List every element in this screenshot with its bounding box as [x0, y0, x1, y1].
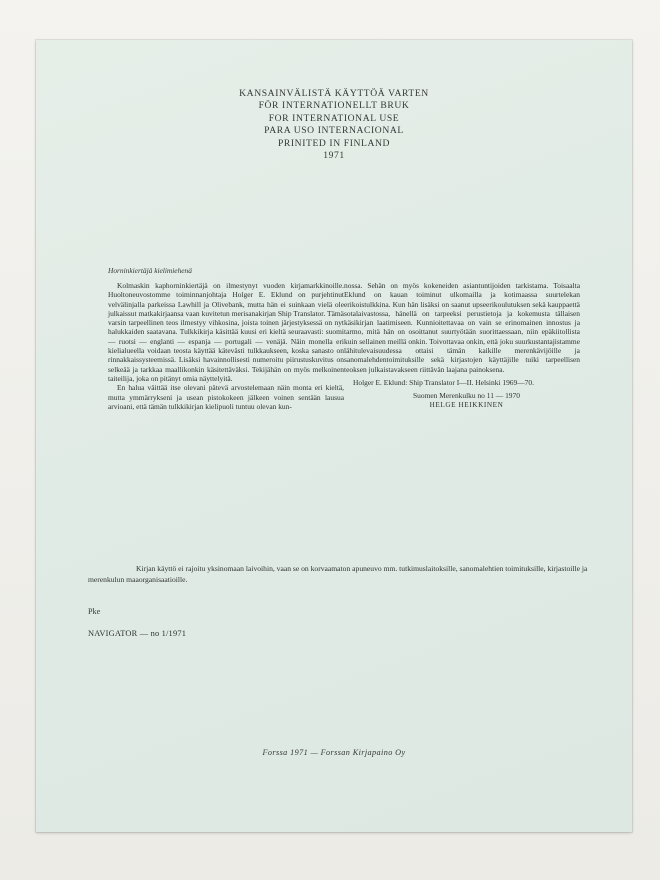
article-paragraph: Kolmaskin kaphorninkiertäjä on ilmestynyt vuoden kirjamarkkinoille. Huoltoneuvostomme toiminnanjohtaja Holger E. Eklund on purjehtinut velvälinjalla parkeissa Lawhill ja Olivebank, mutta hän ei suinkaan vielä ole julkaissut matkakirjaansa vaan kuvitetun merisanakirjan Ship Translator. Tämä varsin tarpeellinen teos ilmestyy vihkosina, joista toinen järjestyksessä on nyt halukkaiden saatavana. Tulkkikirja käsittää kuusi eri kieltä seuraavasti: suomi — ruotsi — englanti — espanja — portugali — venäjä. Näin monella eri kielialueella voidaan teosta käyttää kätevästi tulkkaukseen, koska sanasto on rinnakkaissysteemissä. Lisäksi havainnollisesti numeroitu piirustuskuvitus on selkeää ja tarkkaa maallikonkin käsitettäväksi. Tekijähän on myös melkoinen taiteilija, joka on pitänyt omia näyttelyitä.: [108, 281, 344, 383]
usage-note: [88, 563, 596, 585]
article-paragraph: nossa. Sehän on myös kokeneiden asiantuntijoiden tarkistama. Toisaalta Eklund on kauan toiminut ulkomailla ja kotimaassa suurtelekan erikoistulkkina. Kun hän lisäksi on saanut upseerikoulutuksen sekä kauppaettä sotalaivastossa, hänellä on tarpeeksi perustietoja ja kokemusta tällaisen käsikirjan laatimiseen. Kunnioitettavaa on vain se erinomainen innostus ja tarmo, mitä hän on osoittanut suurtyötään suorittaessaan, niin epäkiitollista kuin sellainen meillä onkin. Toivottavaa onkin, että joku suurkustantajistamme lähitulevaisuudessa ottaisi tämän kaikille merenkävijöille ja sanomalehdentoimituksille sekä kirjastojen käyttäjille tuiki tarpeellisen teoksen julkaistavakseen riittävän laajana painoksena.: [344, 281, 580, 374]
heading-line-printed: PRINITED IN FINLAND: [277, 137, 391, 149]
heading-line-spanish: PARA USO INTERNACIONAL: [264, 125, 404, 137]
printed-leaflet: [36, 40, 632, 832]
printer-footer: Forssa 1971 — Forssan Kirjapaino Oy: [262, 748, 406, 757]
heading-line-swedish: FÖR INTERNATIONELLT BRUK: [258, 100, 410, 112]
signature-abbreviation: Pke: [88, 607, 101, 616]
source-line: Suomen Merenkulku no 11 — 1970: [413, 391, 520, 401]
article-paragraph: En halua väittää itse olevani pätevä arvostelemaan näin monta eri kieltä, mutta ymmärrykseni ja usean pistokokeen jälkeen voinen sentään lausua arvioani, että tämän tulkkikirjan kielipuoli tuntuu olevan kun-: [108, 383, 344, 411]
navigator-reference: NAVIGATOR — no 1/1971: [88, 629, 187, 638]
article-left-column: [108, 281, 344, 411]
article-title: Horninkiertäjä kielimiehenä: [108, 266, 192, 275]
heading-line-english: FOR INTERNATIONAL USE: [268, 112, 400, 124]
heading-line-finnish: KANSAINVÄLISTÄ KÄYTTÖÄ VARTEN: [239, 88, 429, 99]
usage-note-text: Kirjan käyttö ei rajoitu yksinomaan laivoihin, vaan se on korvaamaton apuneuvo mm. tutkimuslaitoksille, sanomalehtien toimituksille, kirjastoille ja merenkulun maaorganisaatioille.: [88, 564, 588, 585]
book-reference: Holger E. Eklund: Ship Translator I—II. Helsinki 1969—70.: [353, 377, 534, 387]
usage-heading: [36, 88, 632, 162]
author-name: HELGE HEIKKINEN: [429, 400, 504, 409]
heading-line-year: 1971: [323, 150, 345, 162]
article-right-column: [344, 281, 580, 410]
